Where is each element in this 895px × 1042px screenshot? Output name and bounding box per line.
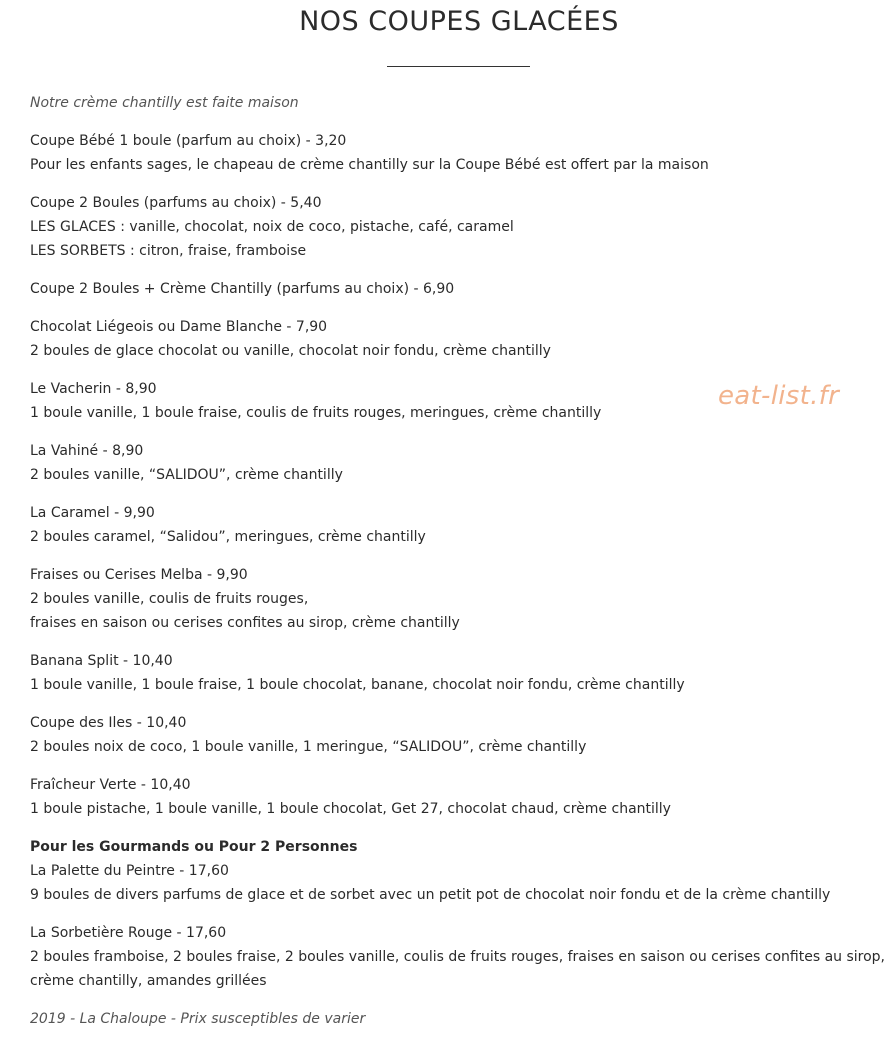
menu-item — [30, 277, 885, 301]
item-name-price: La Palette du Peintre - 17,60 — [30, 863, 229, 879]
item-description: 2 boules framboise, 2 boules fraise, 2 boules vanille, coulis de fruits rouges, fraises en saison ou cerises confites au sirop, — [30, 949, 886, 965]
item-description: 2 boules de glace chocolat ou vanille, chocolat noir fondu, crème chantilly — [30, 343, 551, 359]
menu-items — [30, 129, 885, 821]
menu-item — [30, 859, 885, 907]
gourmands-section — [30, 835, 885, 993]
item-name-price: Chocolat Liégeois ou Dame Blanche - 7,90 — [30, 319, 328, 335]
menu-item — [30, 711, 885, 759]
menu-item — [30, 315, 885, 363]
footer-note: 2019 - La Chaloupe - Prix susceptibles de varier — [30, 1011, 366, 1027]
item-name-price: Coupe 2 Boules (parfums au choix) - 5,40 — [30, 195, 322, 211]
watermark: eat-list.fr — [718, 381, 840, 411]
item-name-price: Fraises ou Cerises Melba - 9,90 — [30, 567, 248, 583]
section-heading: Pour les Gourmands ou Pour 2 Personnes — [30, 839, 358, 855]
menu-item — [30, 773, 885, 821]
menu-item — [30, 377, 885, 425]
menu-content — [30, 91, 885, 1031]
menu-item — [30, 921, 885, 993]
menu-item — [30, 439, 885, 487]
menu-item — [30, 501, 885, 549]
menu-item — [30, 191, 885, 263]
menu-item — [30, 563, 885, 635]
title-divider — [387, 66, 530, 67]
item-description: LES GLACES : vanille, chocolat, noix de coco, pistache, café, caramel — [30, 219, 514, 235]
item-description: 2 boules vanille, coulis de fruits rouges, — [30, 591, 309, 607]
item-description: LES SORBETS : citron, fraise, framboise — [30, 243, 307, 259]
intro-note: Notre crème chantilly est faite maison — [30, 95, 299, 111]
item-description: 1 boule pistache, 1 boule vanille, 1 boule chocolat, Get 27, chocolat chaud, crème chantilly — [30, 801, 671, 817]
item-description: 2 boules caramel, “Salidou”, meringues, crème chantilly — [30, 529, 426, 545]
item-description: Pour les enfants sages, le chapeau de crème chantilly sur la Coupe Bébé est offert par la maison — [30, 157, 709, 173]
item-name-price: La Sorbetière Rouge - 17,60 — [30, 925, 227, 941]
item-name-price: Coupe Bébé 1 boule (parfum au choix) - 3,20 — [30, 133, 347, 149]
item-description: 2 boules vanille, “SALIDOU”, crème chantilly — [30, 467, 343, 483]
page-title: NOS COUPES GLACÉES — [299, 6, 619, 37]
menu-item — [30, 649, 885, 697]
item-name-price: La Vahiné - 8,90 — [30, 443, 144, 459]
item-name-price: Coupe 2 Boules + Crème Chantilly (parfums au choix) - 6,90 — [30, 281, 455, 297]
item-description: 1 boule vanille, 1 boule fraise, coulis de fruits rouges, meringues, crème chantilly — [30, 405, 602, 421]
item-description: fraises en saison ou cerises confites au sirop, crème chantilly — [30, 615, 460, 631]
item-name-price: Banana Split - 10,40 — [30, 653, 173, 669]
item-description: 1 boule vanille, 1 boule fraise, 1 boule chocolat, banane, chocolat noir fondu, crème chantilly — [30, 677, 685, 693]
item-name-price: Fraîcheur Verte - 10,40 — [30, 777, 191, 793]
item-name-price: La Caramel - 9,90 — [30, 505, 155, 521]
item-name-price: Coupe des Iles - 10,40 — [30, 715, 187, 731]
item-description: crème chantilly, amandes grillées — [30, 973, 267, 989]
item-name-price: Le Vacherin - 8,90 — [30, 381, 157, 397]
section-items — [30, 859, 885, 993]
item-description: 9 boules de divers parfums de glace et de sorbet avec un petit pot de chocolat noir fondu et de la crème chantilly — [30, 887, 831, 903]
menu-item — [30, 129, 885, 177]
item-description: 2 boules noix de coco, 1 boule vanille, 1 meringue, “SALIDOU”, crème chantilly — [30, 739, 587, 755]
